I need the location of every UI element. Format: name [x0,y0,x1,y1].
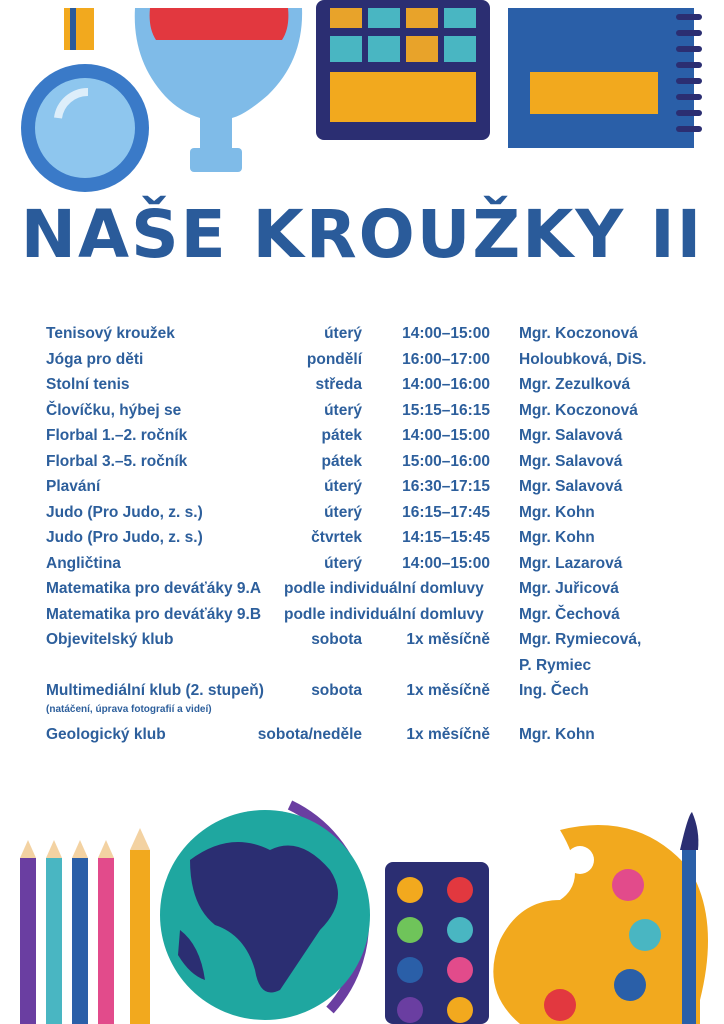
club-teacher: Holoubková, DiS. [519,350,647,368]
bottom-decoration [0,790,724,1024]
club-day: pátek [321,427,362,444]
table-row [46,450,686,476]
table-row [46,399,686,425]
club-day: sobota/neděle [257,726,362,743]
club-time: 14:00–15:00 [402,554,490,572]
page-title: NAŠE KROUŽKY II [20,196,704,273]
club-time: 14:00–15:00 [402,325,490,342]
club-time: 16:30–17:15 [402,478,490,495]
club-time: 16:00–17:00 [402,350,490,368]
schedule-table [46,322,686,749]
club-name: Geologický klub [46,726,166,743]
club-time: 14:15–15:45 [402,529,490,546]
club-teacher: Mgr. Koczonová [519,325,638,342]
club-note: (natáčení, úprava fotografií a videí) [46,704,212,715]
club-teacher: Mgr. Koczonová [519,401,638,419]
club-day: úterý [324,554,362,572]
club-teacher: Mgr. Kohn [519,726,595,743]
table-row [46,424,686,450]
table-row [46,475,686,501]
club-day: úterý [324,503,362,521]
table-row [46,628,686,679]
club-day: úterý [324,401,362,419]
club-day: sobota [311,631,362,648]
table-row [46,501,686,527]
table-row [46,373,686,399]
table-row [46,723,686,749]
globe-icon [160,805,370,1020]
notebook-icon [508,8,702,148]
table-row [46,603,686,629]
club-schedule: podle individuální domluvy [284,605,484,623]
club-day: sobota [311,682,362,699]
club-time: 1x měsíčně [406,726,490,743]
club-teacher: Mgr. Juřicová [519,580,619,597]
paint-palette-icon [493,812,708,1024]
club-name: Jóga pro děti [46,350,144,368]
watercolor-box-icon [385,862,489,1024]
club-time: 15:15–16:15 [402,401,490,419]
club-day: pátek [321,452,362,470]
table-row [46,322,686,348]
table-row [46,348,686,374]
table-row [46,526,686,552]
magnifier-icon [21,8,149,192]
club-teacher: Mgr. Salavová [519,452,623,470]
club-teacher: Mgr. Lazarová [519,554,623,572]
top-decoration [0,0,724,200]
club-day: středa [315,376,362,393]
club-day: úterý [324,478,362,495]
club-schedule: podle individuální domluvy [284,580,484,597]
club-time: 1x měsíčně [406,682,490,699]
club-name: Florbal 1.–2. ročník [46,427,188,444]
club-name: Judo (Pro Judo, z. s.) [46,503,203,521]
club-teacher: Mgr. Čechová [519,605,620,623]
calculator-icon [316,0,490,140]
teacher-line-1: Mgr. Rymiecová, [519,631,642,648]
club-teacher: Mgr. Zezulková [519,376,631,393]
club-teacher: Ing. Čech [519,682,589,699]
club-day: čtvrtek [311,529,362,546]
club-time: 14:00–16:00 [402,376,490,393]
club-teacher: Mgr. Kohn [519,503,595,521]
club-name: Tenisový kroužek [46,325,175,342]
club-time: 14:00–15:00 [402,427,490,444]
club-teacher: Mgr. Kohn [519,529,595,546]
club-name: Človíčku, hýbej se [46,401,182,419]
table-row [46,552,686,578]
club-day: úterý [324,325,362,342]
club-name: Matematika pro deváťáky 9.B [46,605,262,623]
club-name: Judo (Pro Judo, z. s.) [46,529,203,546]
club-name: Stolní tenis [46,376,130,393]
club-name: Florbal 3.–5. ročník [46,452,188,470]
club-teacher: Mgr. Salavová [519,478,623,495]
club-name: Objevitelský klub [46,631,174,648]
club-name: Matematika pro deváťáky 9.A [46,580,262,597]
club-name: Plavání [46,478,101,495]
table-row [46,577,686,603]
pencils-icon [20,828,150,1024]
club-name: Angličtina [46,554,121,572]
club-time: 15:00–16:00 [402,452,490,470]
table-row [46,679,686,723]
flask-icon [135,8,302,172]
club-time: 16:15–17:45 [402,503,490,521]
club-teacher: Mgr. Salavová [519,427,623,444]
club-teacher [519,631,641,675]
teacher-line-2: P. Rymiec [519,657,592,674]
club-name: Multimediální klub (2. stupeň) [46,682,264,699]
club-day: pondělí [306,350,362,368]
club-time: 1x měsíčně [406,631,490,648]
